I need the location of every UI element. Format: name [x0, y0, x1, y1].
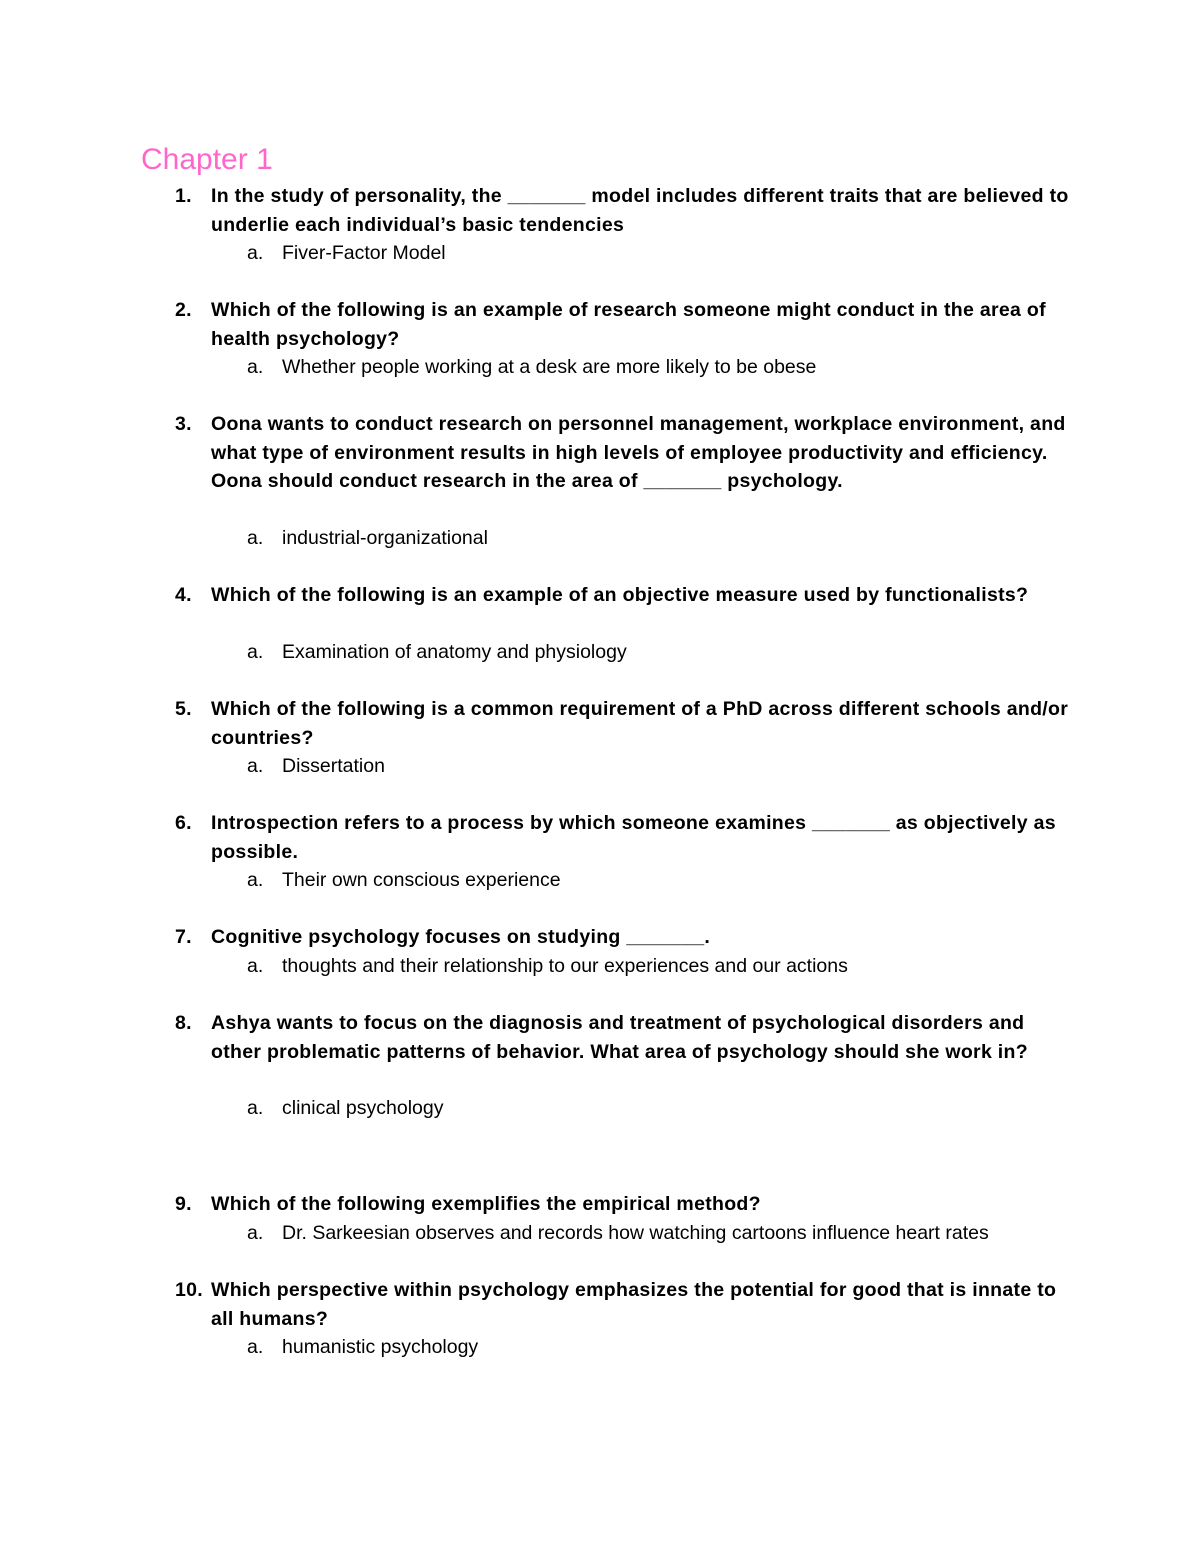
question-text: In the study of personality, the _______ model includes different traits that are believed to underlie each individual’s basic tendencies [211, 185, 1069, 236]
answer-letter: a. [247, 869, 264, 891]
answer-text: Fiver-Factor Model [282, 242, 446, 264]
chapter-title: Chapter 1 [141, 143, 273, 176]
answer-letter: a. [247, 356, 264, 378]
question-number: 8. [175, 1012, 192, 1034]
question-number: 2. [175, 299, 192, 321]
answer-letter: a. [247, 755, 264, 777]
answer-text: Their own conscious experience [282, 869, 561, 891]
question-number: 7. [175, 926, 192, 948]
question-number: 1. [175, 185, 192, 207]
question-number: 5. [175, 698, 192, 720]
question-text: Which perspective within psychology emphasizes the potential for good that is innate to all humans? [211, 1279, 1057, 1330]
question-text: Oona wants to conduct research on personnel management, workplace environment, and what type of environment results in high levels of employee productivity and efficiency. Oona should conduct research in the area of _______ psychology. [211, 413, 1066, 492]
question-number: 9. [175, 1193, 192, 1215]
answer-letter: a. [247, 955, 264, 977]
question-text: Which of the following is a common requirement of a PhD across different schools and/or countries? [211, 698, 1069, 749]
answer-text: Examination of anatomy and physiology [282, 641, 627, 663]
answer-text: thoughts and their relationship to our experiences and our actions [282, 955, 848, 977]
answer-text: Whether people working at a desk are more likely to be obese [282, 356, 817, 378]
question-text: Introspection refers to a process by which someone examines _______ as objectively as possible. [211, 812, 1056, 863]
answer-letter: a. [247, 527, 264, 549]
answer-text: clinical psychology [282, 1097, 444, 1119]
question-number: 10. [175, 1279, 204, 1301]
answer-letter: a. [247, 1097, 264, 1119]
answer-letter: a. [247, 1336, 264, 1358]
question-number: 4. [175, 584, 192, 606]
question-text: Which of the following is an example of an objective measure used by functionalists? [211, 584, 1029, 606]
answer-text: humanistic psychology [282, 1336, 479, 1358]
answer-letter: a. [247, 641, 264, 663]
question-number: 3. [175, 413, 192, 435]
question-text: Which of the following is an example of research someone might conduct in the area of health psychology? [211, 299, 1046, 350]
answer-letter: a. [247, 1222, 264, 1244]
answer-text: Dissertation [282, 755, 385, 777]
answer-text: Dr. Sarkeesian observes and records how watching cartoons influence heart rates [282, 1222, 989, 1244]
answer-text: industrial-organizational [282, 527, 488, 549]
question-text: Cognitive psychology focuses on studying _______. [211, 926, 711, 948]
question-text: Ashya wants to focus on the diagnosis and treatment of psychological disorders and other problematic patterns of behavior. What area of psychology should she work in? [211, 1012, 1028, 1063]
answer-letter: a. [247, 242, 264, 264]
question-number: 6. [175, 812, 192, 834]
question-text: Which of the following exemplifies the empirical method? [211, 1193, 761, 1215]
